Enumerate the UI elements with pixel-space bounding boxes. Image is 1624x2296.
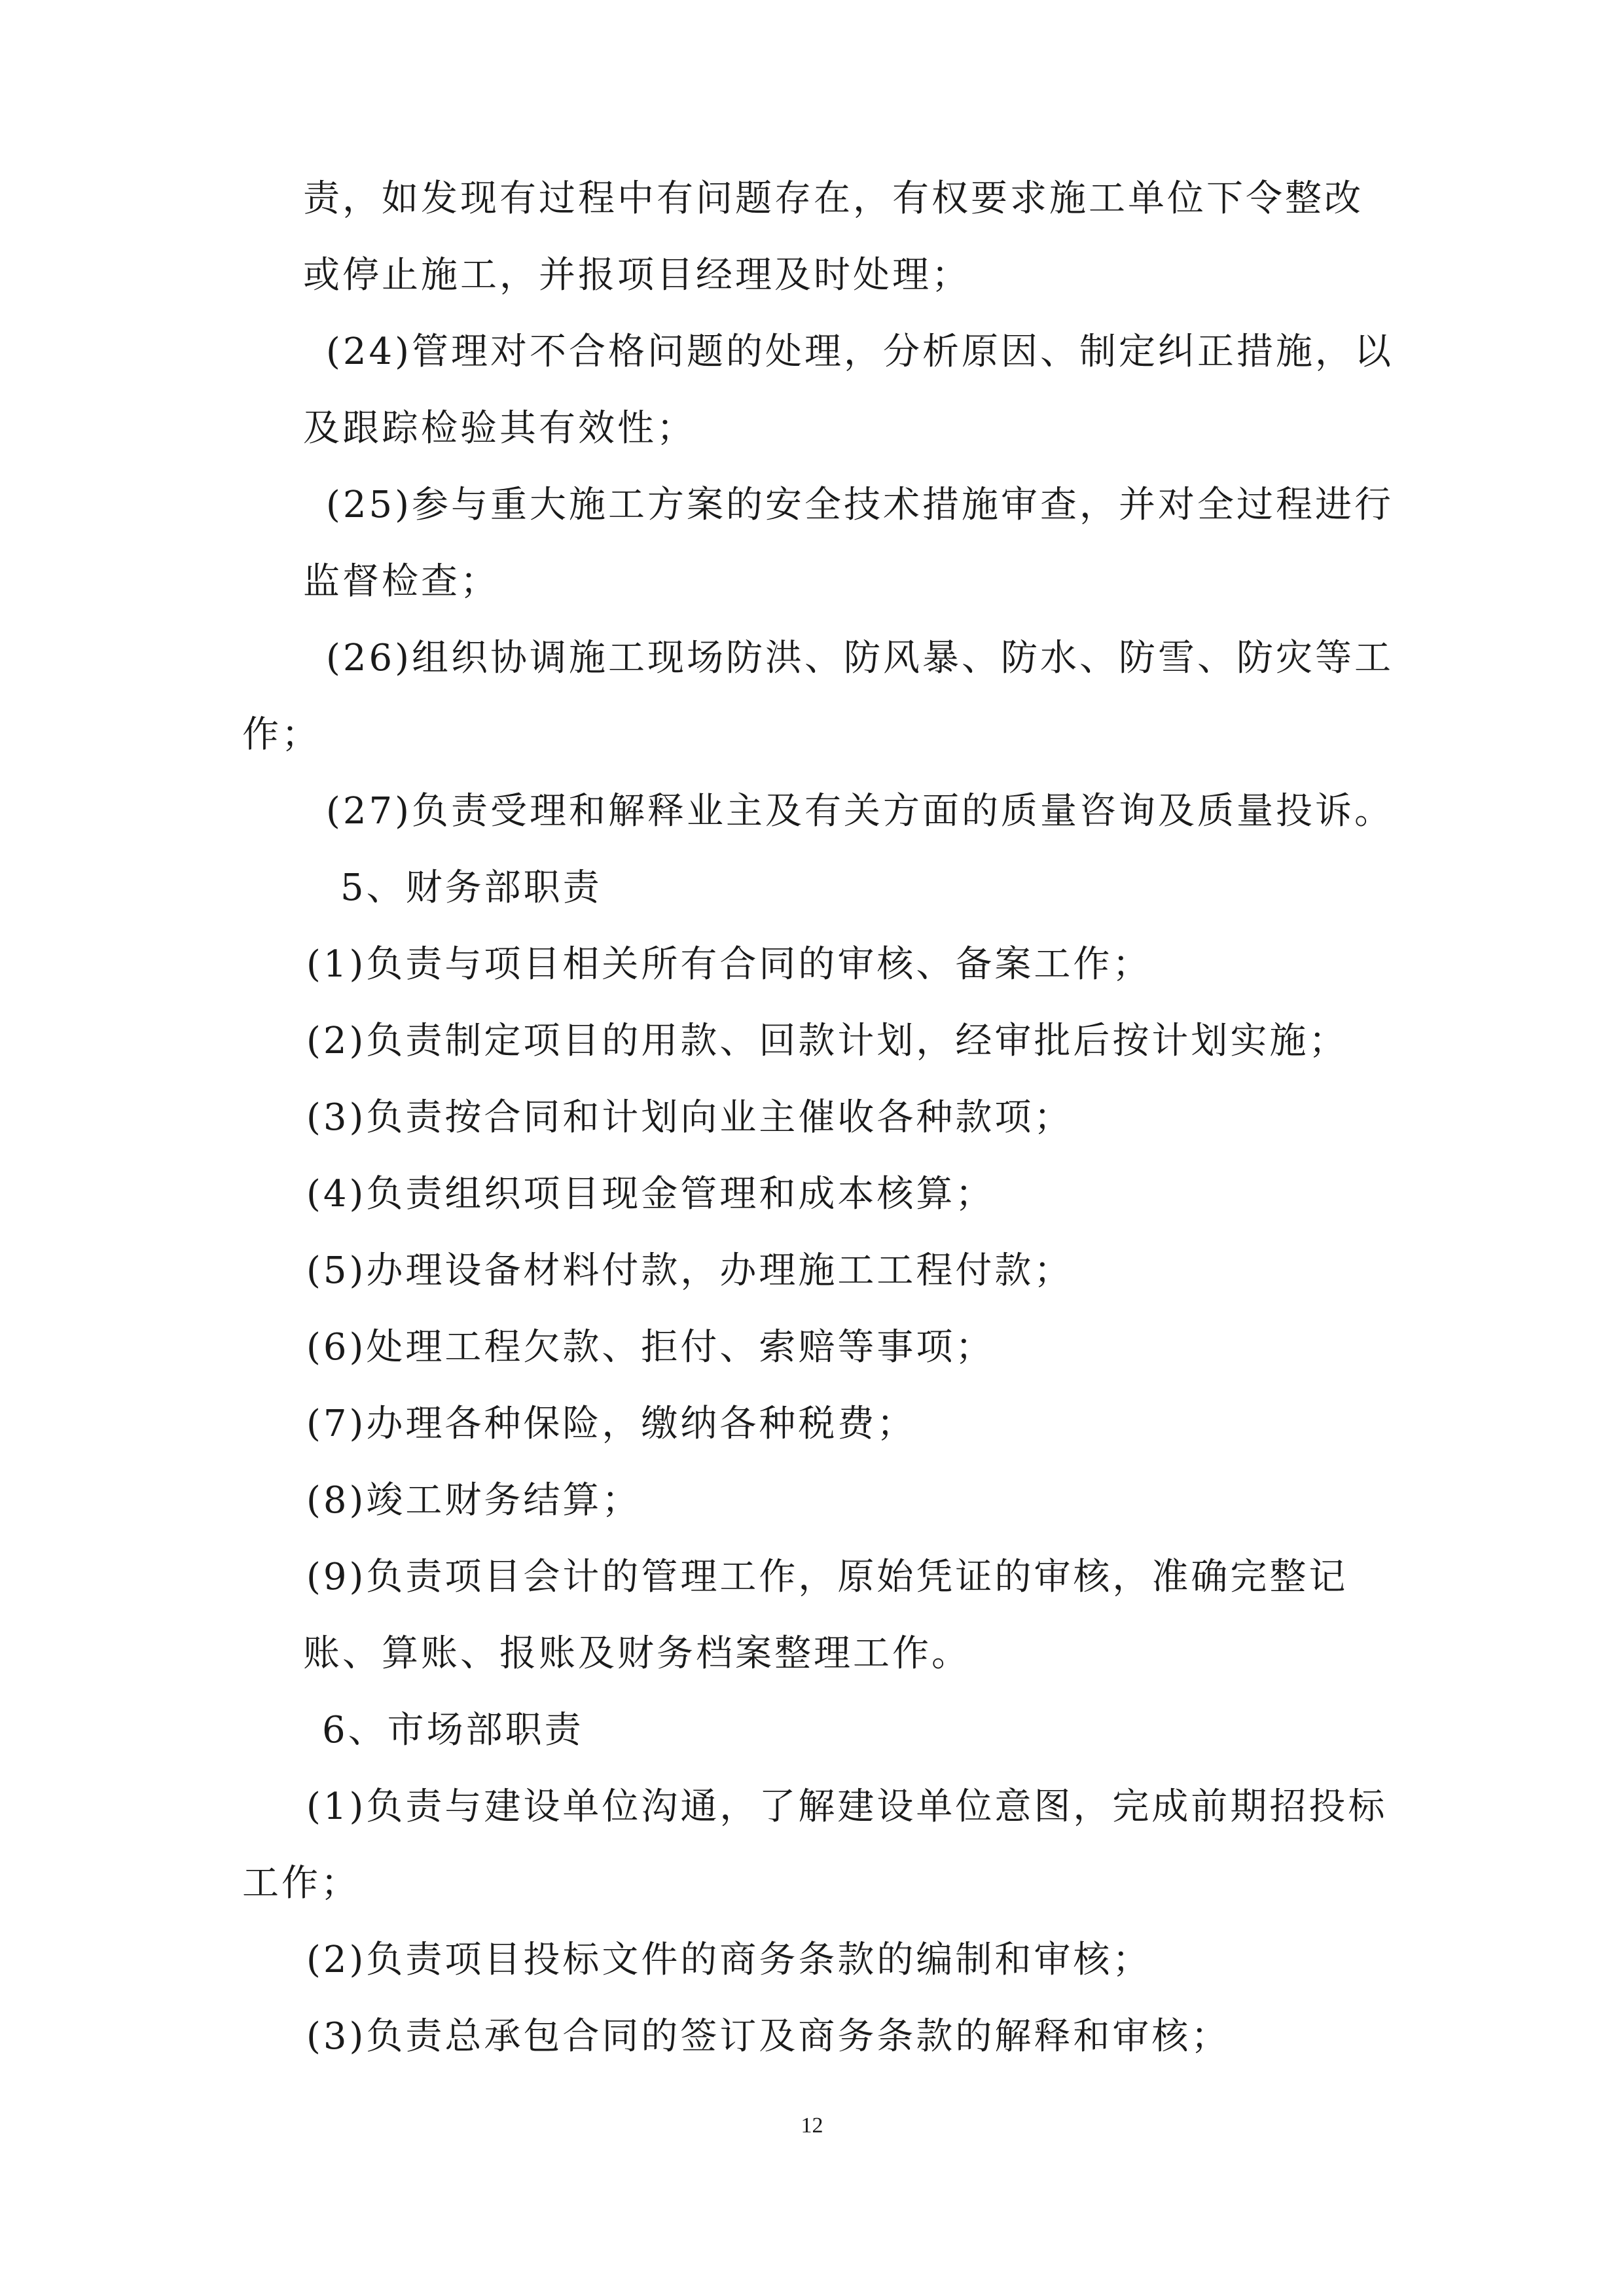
text-line-14: (4)负责组织项目现金管理和成本核算； bbox=[306, 1173, 995, 1215]
text-line-8: 作； bbox=[242, 713, 321, 756]
text-line-6: 监督检查； bbox=[303, 560, 499, 603]
text-line-19: (9)负责项目会计的管理工作，原始凭证的审核，准确完整记 bbox=[306, 1556, 1348, 1598]
text-line-4: 及跟踪检验其有效性； bbox=[303, 407, 696, 450]
section-heading-finance: 5、财务部职责 bbox=[340, 867, 602, 909]
text-line-25: (3)负责总承包合同的签订及商务条款的解释和审核； bbox=[306, 2015, 1231, 2058]
text-line-9: (27)负责受理和解释业主及有关方面的质量咨询及质量投诉。 bbox=[326, 790, 1394, 833]
text-line-7: (26)组织协调施工现场防洪、防风暴、防水、防雪、防灾等工 bbox=[326, 637, 1394, 679]
text-line-16: (6)处理工程欠款、拒付、索赔等事项； bbox=[306, 1326, 995, 1369]
text-line-2: 或停止施工，并报项目经理及时处理； bbox=[303, 254, 971, 296]
text-line-20: 账、算账、报账及财务档案整理工作。 bbox=[303, 1632, 971, 1675]
text-line-11: (1)负责与项目相关所有合同的审核、备案工作； bbox=[306, 943, 1152, 986]
text-line-3: (24)管理对不合格问题的处理，分析原因、制定纠正措施，以 bbox=[326, 331, 1394, 373]
section-heading-market: 6、市场部职责 bbox=[322, 1709, 584, 1751]
text-line-15: (5)办理设备材料付款，办理施工工程付款； bbox=[306, 1249, 1074, 1292]
text-line-5: (25)参与重大施工方案的安全技术措施审查，并对全过程进行 bbox=[326, 484, 1394, 526]
page-number: 12 bbox=[801, 2113, 823, 2138]
text-line-12: (2)负责制定项目的用款、回款计划，经审批后按计划实施； bbox=[306, 1020, 1348, 1062]
text-line-13: (3)负责按合同和计划向业主催收各种款项； bbox=[306, 1096, 1074, 1139]
text-line-23: 工作； bbox=[242, 1862, 360, 1905]
text-line-24: (2)负责项目投标文件的商务条款的编制和审核； bbox=[306, 1939, 1152, 1981]
text-line-17: (7)办理各种保险，缴纳各种税费； bbox=[306, 1403, 916, 1445]
text-line-22: (1)负责与建设单位沟通，了解建设单位意图，完成前期招投标 bbox=[306, 1785, 1388, 1828]
text-line-1: 责，如发现有过程中有问题存在，有权要求施工单位下令整改 bbox=[303, 177, 1363, 220]
text-line-18: (8)竣工财务结算； bbox=[306, 1479, 641, 1522]
